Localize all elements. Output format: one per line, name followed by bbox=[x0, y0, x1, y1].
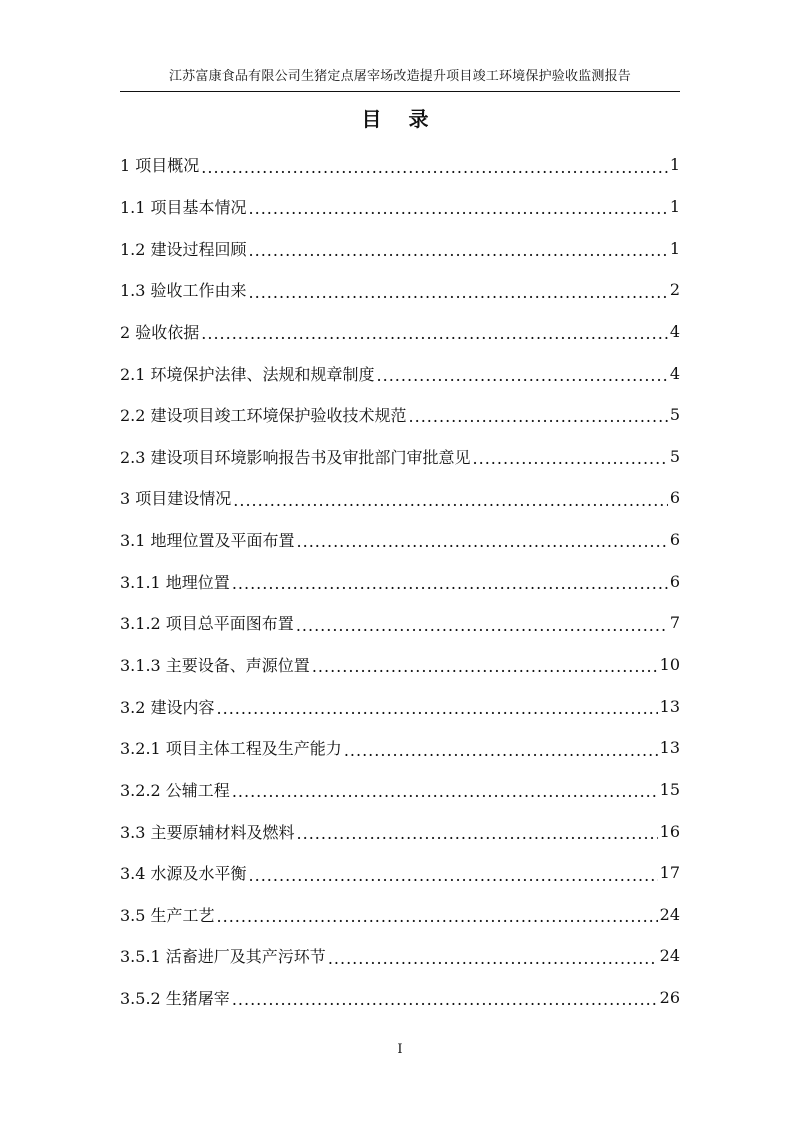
toc-entry-label: 3 项目建设情况 bbox=[120, 489, 232, 509]
toc-dot-leader bbox=[232, 783, 658, 801]
toc-entry-label: 3.1.3 主要设备、声源位置 bbox=[120, 656, 310, 675]
toc-entry[interactable] bbox=[120, 560, 680, 602]
toc-entry-page: 10 bbox=[659, 655, 680, 674]
toc-dot-leader bbox=[328, 950, 658, 968]
toc-entry-page: 1 bbox=[669, 155, 680, 175]
toc-entry[interactable] bbox=[120, 810, 680, 852]
toc-dot-leader bbox=[201, 159, 668, 177]
toc-entry-label: 3.5 生产工艺 bbox=[120, 905, 215, 925]
toc-entry-label: 2 验收依据 bbox=[120, 322, 200, 342]
toc-entry-page: 1 bbox=[669, 196, 680, 216]
toc-entry-page: 5 bbox=[669, 405, 680, 425]
toc-entry-label: 1.1 项目基本情况 bbox=[120, 197, 247, 217]
toc-entry-label: 3.5.1 活畜进厂及其产污环节 bbox=[120, 947, 326, 967]
toc-dot-leader bbox=[297, 533, 668, 551]
toc-entry-page: 16 bbox=[659, 821, 680, 841]
toc-dot-leader bbox=[409, 408, 668, 426]
toc-entry-label: 3.1.1 地理位置 bbox=[120, 572, 230, 592]
toc-entry[interactable] bbox=[120, 644, 680, 686]
toc-entry-label: 2.2 建设项目竣工环境保护验收技术规范 bbox=[120, 406, 407, 426]
toc-entry[interactable] bbox=[120, 186, 680, 228]
toc-entry-label: 3.5.2 生猪屠宰 bbox=[120, 989, 230, 1009]
toc-dot-leader bbox=[296, 617, 668, 635]
toc-entry[interactable] bbox=[120, 477, 680, 519]
toc-dot-leader bbox=[217, 700, 658, 718]
toc-dot-leader bbox=[344, 742, 658, 760]
toc-entry[interactable] bbox=[120, 852, 680, 894]
toc-entry[interactable] bbox=[120, 352, 680, 394]
toc-dot-leader bbox=[312, 658, 658, 676]
toc-entry[interactable] bbox=[120, 269, 680, 311]
toc-entry-page: 24 bbox=[659, 946, 680, 966]
toc-entry-page: 24 bbox=[659, 904, 680, 924]
toc-entry-page: 17 bbox=[659, 863, 680, 883]
toc-entry-label: 3.1.2 项目总平面图布置 bbox=[120, 614, 294, 634]
toc-entry[interactable] bbox=[120, 727, 680, 769]
toc-entry[interactable] bbox=[120, 935, 680, 977]
toc-entry[interactable] bbox=[120, 977, 680, 1019]
toc-entry-page: 6 bbox=[669, 571, 680, 591]
toc-dot-leader bbox=[249, 867, 658, 885]
toc-entry-label: 3.2 建设内容 bbox=[120, 697, 215, 717]
toc-entry[interactable] bbox=[120, 602, 680, 644]
toc-dot-leader bbox=[249, 200, 668, 218]
toc-entry[interactable] bbox=[120, 894, 680, 936]
toc-entry-label: 2.3 建设项目环境影响报告书及审批部门审批意见 bbox=[120, 447, 471, 467]
toc-entry-label: 1.3 验收工作由来 bbox=[120, 281, 247, 301]
toc-entry-page: 7 bbox=[669, 613, 680, 633]
toc-entry-page: 6 bbox=[669, 488, 680, 508]
toc-entry-label: 2.1 环境保护法律、法规和规章制度 bbox=[120, 364, 375, 384]
toc-entry-page: 2 bbox=[669, 280, 680, 300]
toc-entry-label: 3.2.2 公辅工程 bbox=[120, 780, 230, 800]
toc-dot-leader bbox=[249, 242, 668, 260]
toc-entry[interactable] bbox=[120, 435, 680, 477]
toc-entry-page: 15 bbox=[659, 779, 680, 799]
toc-dot-leader bbox=[232, 575, 668, 593]
toc-entry-label: 1 项目概况 bbox=[120, 156, 200, 176]
toc-entry-label: 1.2 建设过程回顾 bbox=[120, 239, 247, 259]
toc-dot-leader bbox=[232, 991, 658, 1009]
toc-dot-leader bbox=[233, 492, 668, 510]
toc-entry[interactable] bbox=[120, 519, 680, 561]
toc-title: 目 录 bbox=[361, 107, 439, 131]
toc-entry-page: 6 bbox=[669, 530, 680, 550]
running-header: 江苏富康食品有限公司生猪定点屠宰场改造提升项目竣工环境保护验收监测报告 bbox=[168, 69, 631, 84]
toc-entry[interactable] bbox=[120, 685, 680, 727]
toc-entry-page: 4 bbox=[669, 321, 680, 341]
toc-entry-page: 13 bbox=[659, 738, 680, 758]
toc-entry-page: 1 bbox=[669, 238, 680, 258]
toc-entry[interactable] bbox=[120, 227, 680, 269]
toc-list bbox=[120, 144, 680, 1018]
toc-entry[interactable] bbox=[120, 394, 680, 436]
toc-entry-page: 26 bbox=[659, 988, 680, 1008]
toc-entry-label: 3.4 水源及水平衡 bbox=[120, 864, 247, 884]
toc-dot-leader bbox=[473, 450, 668, 468]
toc-entry[interactable] bbox=[120, 311, 680, 353]
toc-dot-leader bbox=[377, 367, 668, 385]
toc-entry-label: 3.1 地理位置及平面布置 bbox=[120, 531, 295, 551]
toc-entry-page: 4 bbox=[669, 363, 680, 383]
header-rule bbox=[120, 91, 680, 92]
toc-dot-leader bbox=[297, 825, 658, 843]
toc-entry-page: 13 bbox=[659, 696, 680, 716]
toc-entry-label: 3.2.1 项目主体工程及生产能力 bbox=[120, 739, 342, 759]
page-number: I bbox=[397, 1042, 403, 1057]
toc-dot-leader bbox=[249, 284, 668, 302]
toc-entry-label: 3.3 主要原辅材料及燃料 bbox=[120, 822, 295, 842]
toc-entry-page: 5 bbox=[669, 446, 680, 466]
toc-dot-leader bbox=[201, 325, 668, 343]
toc-entry[interactable] bbox=[120, 769, 680, 811]
toc-entry[interactable] bbox=[120, 144, 680, 186]
toc-dot-leader bbox=[217, 908, 658, 926]
